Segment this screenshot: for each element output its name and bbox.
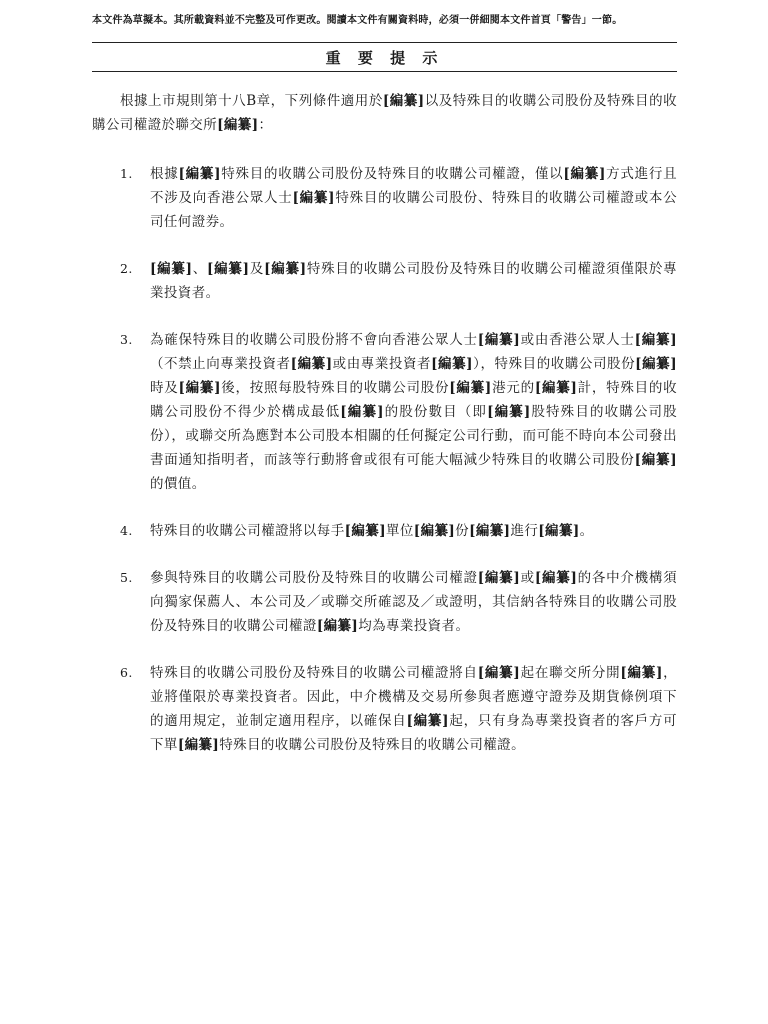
- item-text: [編纂]、[編纂]及[編纂]特殊目的收購公司股份及特殊目的收購公司權證須僅限於專業投資者。: [150, 261, 678, 301]
- item-text: 根據[編纂]特殊目的收購公司股份及特殊目的收購公司權證，僅以[編纂]方式進行且不涉及向香港公眾人士[編纂]特殊目的收購公司股份、特殊目的收購公司權證或本公司任何證券。: [150, 166, 678, 230]
- item-text: 參與特殊目的收購公司股份及特殊目的收購公司權證[編纂]或[編纂]的各中介機構須向獨家保薦人、本公司及／或聯交所確認及／或證明，其信納各特殊目的收購公司股份及特殊目的收購公司權證[編纂]均為專業投資者。: [150, 570, 678, 634]
- list-item: [92, 257, 677, 305]
- list-item: [92, 661, 677, 757]
- item-text: 特殊目的收購公司權證將以每手[編纂]單位[編纂]份[編纂]進行[編纂]。: [150, 523, 594, 539]
- title-rule-bottom: [92, 71, 677, 72]
- list-item: [92, 162, 677, 234]
- item-number: 3.: [120, 332, 133, 347]
- title-rule-top: [92, 42, 677, 43]
- item-number: 2.: [120, 261, 133, 276]
- list-item: [92, 519, 677, 543]
- intro-paragraph: 根據上市規則第十八B章，下列條件適用於[編纂]以及特殊目的收購公司股份及特殊目的收購公司權證於聯交所[編纂]：: [92, 93, 677, 133]
- document-page: [92, 0, 677, 780]
- list-item: [92, 328, 677, 496]
- list-item: [92, 566, 677, 638]
- item-text: 特殊目的收購公司股份及特殊目的收購公司權證將自[編纂]起在聯交所分開[編纂]，並將僅限於專業投資者。因此，中介機構及交易所參與者應遵守證券及期貨條例項下的適用規定，並制定適用程序，以確保自[編纂]起，只有身為專業投資者的客戶方可下單[編纂]特殊目的收購公司股份及特殊目的收購公司權證。: [150, 665, 678, 753]
- item-number: 6.: [120, 665, 133, 680]
- conditions-list: [92, 162, 677, 757]
- page-title: 重 要 提 示: [325, 49, 444, 67]
- item-number: 5.: [120, 570, 133, 585]
- item-number: 1.: [120, 166, 133, 181]
- draft-notice: 本文件為草擬本。其所載資料並不完整及可作更改。閱讀本文件有關資料時，必須一併細閱本文件首頁「警告」一節。: [92, 15, 623, 26]
- item-text: 為確保特殊目的收購公司股份將不會向香港公眾人士[編纂]或由香港公眾人士[編纂]（不禁止向專業投資者[編纂]或由專業投資者[編纂]），特殊目的收購公司股份[編纂]時及[編纂]後，按照每股特殊目的收購公司股份[編纂]港元的[編纂]計，特殊目的收購公司股份不得少於構成最低[編纂]的股份數目（即[編纂]股特殊目的收購公司股份），或聯交所為應對本公司股本相關的任何擬定公司行動，而可能不時向本公司發出書面通知指明者，而該等行動將會或很有可能大幅減少特殊目的收購公司股份[編纂]的價值。: [150, 332, 678, 492]
- item-number: 4.: [120, 523, 133, 538]
